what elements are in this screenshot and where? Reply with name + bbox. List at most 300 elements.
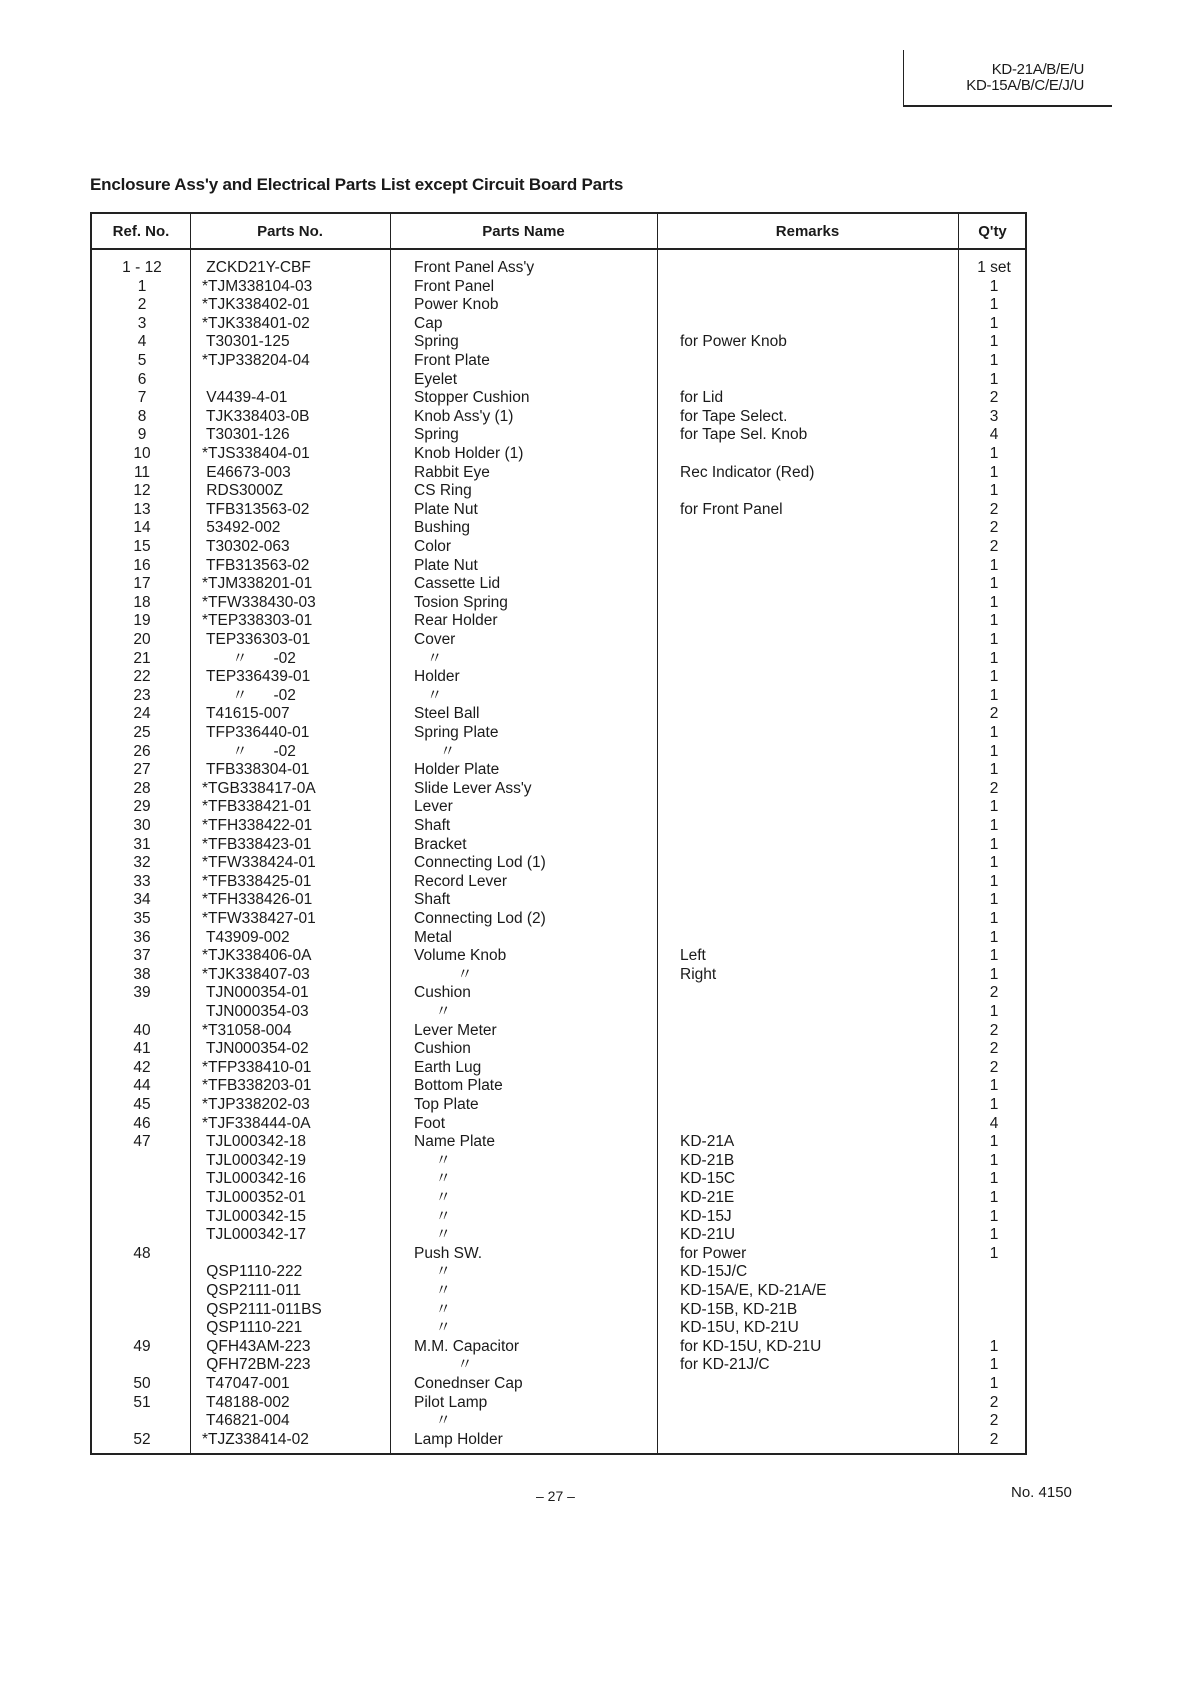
cell-parts-name: Rear Holder	[414, 612, 498, 630]
cell-parts-no: TFB313563-02	[202, 556, 310, 574]
cell-qty: 1	[989, 649, 999, 667]
cell-qty: 2	[989, 984, 999, 1002]
cell-parts-no: TJL000342-18	[202, 1133, 306, 1151]
cell-parts-name: Bracket	[414, 835, 467, 853]
cell-ref-no: 26	[133, 742, 151, 760]
table-row	[92, 1431, 1025, 1450]
cell-ref-no: 20	[133, 631, 151, 648]
cell-parts-name: 〃	[414, 742, 456, 760]
cell-qty: 1	[989, 761, 999, 779]
model-header-box	[903, 50, 1112, 107]
cell-remarks: KD-15U, KD-21U	[680, 1319, 799, 1337]
cell-parts-name: Holder	[414, 668, 460, 686]
table-row	[92, 1226, 1025, 1245]
table-row	[92, 873, 1025, 892]
cell-parts-no: T41615-007	[202, 705, 290, 723]
cell-qty: 1	[989, 352, 999, 369]
cell-ref-no: 50	[133, 1375, 151, 1392]
cell-ref-no: 21	[133, 649, 151, 667]
table-row	[92, 538, 1025, 557]
cell-parts-no: *T31058-004	[202, 1021, 292, 1039]
cell-parts-name: Shaft	[414, 817, 451, 834]
cell-remarks: KD-15C	[680, 1170, 736, 1188]
header-ref-no: Ref. No.	[112, 223, 170, 240]
cell-remarks: KD-15A/E, KD-21A/E	[680, 1282, 827, 1299]
cell-qty: 2	[989, 500, 999, 518]
cell-parts-no: TJK338403-0B	[202, 407, 310, 425]
cell-remarks: KD-15B, KD-21B	[680, 1300, 798, 1318]
cell-parts-no: 〃 -02	[202, 686, 296, 704]
table-row	[92, 761, 1025, 780]
cell-qty: 1	[989, 686, 999, 704]
cell-parts-no: *TJM338104-03	[202, 277, 313, 295]
cell-ref-no: 17	[133, 575, 151, 593]
cell-qty: 2	[989, 538, 999, 555]
cell-parts-name: Lamp Holder	[414, 1430, 503, 1448]
cell-qty: 1	[989, 965, 999, 983]
cell-qty: 4	[989, 426, 999, 444]
model-line-2: KD-15A/B/C/E/J/U	[966, 77, 1084, 94]
cell-qty: 1	[989, 631, 999, 648]
cell-parts-no: E46673-003	[202, 463, 291, 481]
table-row	[92, 594, 1025, 613]
cell-parts-no: 53492-002	[202, 519, 281, 537]
cell-ref-no: 18	[133, 593, 151, 611]
table-row	[92, 1375, 1025, 1394]
cell-remarks: KD-21A	[680, 1133, 735, 1151]
cell-parts-no: *TJK338407-03	[202, 965, 310, 983]
table-row	[92, 371, 1025, 390]
cell-parts-name: 〃	[414, 1319, 452, 1337]
cell-parts-name: Tosion Spring	[414, 593, 508, 611]
cell-ref-no: 5	[137, 352, 147, 369]
cell-parts-name: Plate Nut	[414, 556, 478, 574]
table-row	[92, 1096, 1025, 1115]
cell-parts-no: T30302-063	[202, 538, 290, 555]
table-row	[92, 743, 1025, 762]
cell-qty: 1	[989, 333, 999, 351]
cell-ref-no: 10	[133, 445, 151, 462]
cell-qty: 1	[989, 910, 999, 927]
table-row	[92, 296, 1025, 315]
table-row	[92, 1059, 1025, 1078]
cell-remarks: KD-15J/C	[680, 1263, 748, 1281]
cell-qty: 1	[989, 612, 999, 630]
cell-remarks: for Tape Sel. Knob	[680, 426, 808, 444]
cell-ref-no: 45	[133, 1096, 151, 1113]
table-row	[92, 1412, 1025, 1431]
cell-remarks: Rec Indicator (Red)	[680, 463, 815, 481]
table-row	[92, 408, 1025, 427]
table-row	[92, 1022, 1025, 1041]
cell-qty: 1	[989, 1226, 999, 1244]
cell-ref-no: 48	[133, 1244, 151, 1262]
cell-ref-no: 39	[133, 984, 151, 1002]
cell-ref-no: 14	[133, 519, 151, 537]
table-row	[92, 854, 1025, 873]
cell-qty: 1	[989, 370, 999, 388]
cell-parts-name: Rabbit Eye	[414, 463, 490, 481]
cell-parts-name: Spring Plate	[414, 724, 499, 741]
cell-parts-no: TJN000354-02	[202, 1040, 309, 1058]
cell-qty: 2	[989, 1393, 999, 1411]
cell-qty: 2	[989, 705, 999, 723]
cell-ref-no: 30	[133, 817, 151, 834]
cell-qty: 1	[989, 1077, 999, 1095]
cell-parts-no: *TJK338402-01	[202, 296, 310, 314]
cell-parts-no: QSP2111-011	[202, 1282, 302, 1299]
table-row	[92, 445, 1025, 464]
table-row	[92, 259, 1025, 278]
cell-qty: 1	[989, 556, 999, 574]
cell-remarks: for Power Knob	[680, 333, 787, 351]
cell-ref-no: 52	[133, 1430, 151, 1448]
cell-parts-no: *TFW338424-01	[202, 854, 316, 872]
cell-remarks: Left	[680, 947, 706, 965]
cell-parts-name: Spring	[414, 333, 459, 351]
cell-qty: 1	[989, 1189, 999, 1206]
table-row	[92, 1245, 1025, 1264]
table-row	[92, 501, 1025, 520]
cell-parts-no: 〃 -02	[202, 742, 296, 760]
cell-parts-name: Holder Plate	[414, 761, 500, 779]
cell-ref-no: 8	[137, 407, 147, 425]
cell-qty: 1	[989, 928, 999, 946]
cell-qty: 1	[989, 1356, 999, 1374]
table-row	[92, 1394, 1025, 1413]
cell-qty: 1	[989, 872, 999, 890]
cell-parts-name: Volume Knob	[414, 947, 507, 965]
cell-parts-name: M.M. Capacitor	[414, 1337, 520, 1355]
cell-parts-no: *TJS338404-01	[202, 445, 310, 462]
table-row	[92, 519, 1025, 538]
cell-ref-no: 35	[133, 910, 151, 927]
cell-parts-name: Cassette Lid	[414, 575, 501, 593]
table-row	[92, 1301, 1025, 1320]
cell-qty: 1	[989, 668, 999, 686]
cell-qty: 2	[989, 1412, 999, 1430]
cell-parts-no: *TGB338417-0A	[202, 779, 316, 797]
cell-parts-name: 〃	[414, 649, 443, 667]
cell-qty: 1	[989, 947, 999, 965]
cell-qty: 1	[989, 296, 999, 314]
cell-parts-name: 〃	[414, 1189, 452, 1206]
cell-qty: 1	[989, 1151, 999, 1169]
cell-parts-no: QSP1110-222	[202, 1263, 303, 1281]
table-row	[92, 1003, 1025, 1022]
cell-qty: 2	[989, 1021, 999, 1039]
cell-ref-no: 19	[133, 612, 151, 630]
table-row	[92, 1077, 1025, 1096]
cell-ref-no: 6	[137, 370, 147, 388]
cell-parts-no: ZCKD21Y-CBF	[202, 259, 311, 276]
cell-ref-no: 12	[133, 482, 151, 500]
cell-qty: 3	[989, 407, 999, 425]
table-row	[92, 1208, 1025, 1227]
cell-qty: 1 set	[977, 259, 1011, 276]
cell-parts-name: Cap	[414, 314, 443, 332]
cell-parts-no: T46821-004	[202, 1412, 290, 1430]
cell-ref-no: 33	[133, 872, 151, 890]
cell-qty: 1	[989, 891, 999, 909]
cell-qty: 1	[989, 1133, 999, 1151]
cell-qty: 1	[989, 1003, 999, 1020]
cell-ref-no: 49	[133, 1337, 151, 1355]
cell-parts-name: Name Plate	[414, 1133, 495, 1151]
cell-remarks: for KD-21J/C	[680, 1356, 770, 1374]
cell-parts-name: 〃	[414, 686, 443, 704]
cell-remarks: for KD-15U, KD-21U	[680, 1337, 822, 1355]
cell-ref-no: 46	[133, 1114, 151, 1132]
cell-parts-no: *TJM338201-01	[202, 575, 313, 593]
table-row	[92, 1282, 1025, 1301]
cell-parts-no: TJL000342-19	[202, 1151, 306, 1169]
cell-parts-name: Knob Ass'y (1)	[414, 407, 514, 425]
cell-parts-name: Steel Ball	[414, 705, 480, 723]
table-row	[92, 389, 1025, 408]
cell-ref-no: 32	[133, 854, 151, 872]
cell-qty: 2	[989, 1058, 999, 1076]
cell-parts-name: 〃	[414, 1151, 452, 1169]
header-parts-no: Parts No.	[257, 223, 323, 240]
table-row	[92, 278, 1025, 297]
cell-parts-name: Top Plate	[414, 1096, 479, 1113]
table-row	[92, 1189, 1025, 1208]
cell-parts-name: Slide Lever Ass'y	[414, 779, 532, 797]
cell-qty: 1	[989, 1170, 999, 1188]
cell-parts-name: 〃	[414, 1300, 452, 1318]
table-row	[92, 1152, 1025, 1171]
cell-parts-name: 〃	[414, 1412, 452, 1430]
cell-remarks: KD-15J	[680, 1207, 732, 1225]
table-row	[92, 817, 1025, 836]
cell-qty: 1	[989, 1375, 999, 1392]
cell-parts-no: *TFB338425-01	[202, 872, 312, 890]
cell-parts-name: Eyelet	[414, 370, 458, 388]
cell-ref-no: 34	[133, 891, 151, 909]
cell-ref-no: 16	[133, 556, 151, 574]
table-row	[92, 798, 1025, 817]
cell-parts-name: Lever Meter	[414, 1021, 497, 1039]
table-row	[92, 352, 1025, 371]
cell-parts-no: *TJZ338414-02	[202, 1430, 309, 1448]
cell-remarks: KD-21E	[680, 1189, 735, 1206]
table-row	[92, 464, 1025, 483]
cell-ref-no: 28	[133, 779, 151, 797]
cell-parts-no: *TFW338430-03	[202, 593, 316, 611]
table-row	[92, 315, 1025, 334]
cell-remarks: for Tape Select.	[680, 407, 788, 425]
table-row	[92, 705, 1025, 724]
table-row	[92, 687, 1025, 706]
table-row	[92, 668, 1025, 687]
cell-qty: 1	[989, 742, 999, 760]
cell-parts-no: *TFP338410-01	[202, 1058, 312, 1076]
cell-ref-no: 3	[137, 314, 147, 332]
table-row	[92, 1133, 1025, 1152]
header-divider	[92, 248, 1025, 250]
cell-parts-name: 〃	[414, 1263, 452, 1281]
cell-ref-no: 9	[137, 426, 147, 444]
cell-parts-no: TJL000352-01	[202, 1189, 306, 1206]
cell-qty: 2	[989, 1430, 999, 1448]
table-row	[92, 612, 1025, 631]
table-row	[92, 929, 1025, 948]
cell-parts-name: 〃	[414, 1170, 452, 1188]
cell-ref-no: 38	[133, 965, 151, 983]
cell-ref-no: 4	[137, 333, 147, 351]
cell-parts-name: Cover	[414, 631, 456, 648]
cell-parts-no: TJL000342-16	[202, 1170, 306, 1188]
cell-parts-name: CS Ring	[414, 482, 472, 500]
cell-parts-name: 〃	[414, 965, 473, 983]
cell-parts-no: *TFB338203-01	[202, 1077, 312, 1095]
cell-parts-no: V4439-4-01	[202, 389, 288, 407]
cell-parts-no: T47047-001	[202, 1375, 290, 1392]
cell-ref-no: 31	[133, 835, 151, 853]
table-row	[92, 650, 1025, 669]
cell-ref-no: 29	[133, 798, 151, 816]
cell-qty: 1	[989, 817, 999, 834]
cell-qty: 1	[989, 1096, 999, 1113]
cell-parts-no: *TJK338401-02	[202, 314, 310, 332]
cell-parts-name: Connecting Lod (1)	[414, 854, 546, 872]
cell-ref-no: 23	[133, 686, 151, 704]
header-qty: Q'ty	[978, 223, 1007, 240]
cell-remarks: for Power	[680, 1244, 747, 1262]
table-row	[92, 557, 1025, 576]
table-row	[92, 891, 1025, 910]
cell-qty: 2	[989, 389, 999, 407]
cell-parts-name: Pilot Lamp	[414, 1393, 488, 1411]
cell-parts-no: TEP336303-01	[202, 631, 311, 648]
cell-parts-no: *TFH338422-01	[202, 817, 313, 834]
cell-ref-no: 27	[133, 761, 151, 779]
cell-qty: 1	[989, 445, 999, 462]
cell-parts-name: Record Lever	[414, 872, 508, 890]
cell-parts-name: Power Knob	[414, 296, 499, 314]
table-row	[92, 780, 1025, 799]
cell-parts-no: T30301-126	[202, 426, 290, 444]
cell-ref-no: 41	[133, 1040, 151, 1058]
cell-parts-no: *TFH338426-01	[202, 891, 313, 909]
cell-parts-no: TEP336439-01	[202, 668, 311, 686]
cell-parts-no: *TJF338444-0A	[202, 1114, 311, 1132]
cell-parts-name: 〃	[414, 1207, 452, 1225]
cell-parts-no: TJL000342-15	[202, 1207, 306, 1225]
model-line-1: KD-21A/B/E/U	[991, 61, 1084, 78]
table-row	[92, 1115, 1025, 1134]
cell-parts-no: T43909-002	[202, 928, 290, 946]
cell-parts-no: *TFB338423-01	[202, 835, 312, 853]
cell-qty: 1	[989, 482, 999, 500]
cell-qty: 1	[989, 314, 999, 332]
cell-parts-no: TFP336440-01	[202, 724, 310, 741]
table-row	[92, 482, 1025, 501]
cell-ref-no: 47	[133, 1133, 151, 1151]
table-row	[92, 1356, 1025, 1375]
cell-parts-name: Shaft	[414, 891, 451, 909]
cell-parts-name: Plate Nut	[414, 500, 478, 518]
cell-parts-no: TJN000354-01	[202, 984, 309, 1002]
cell-parts-name: Bottom Plate	[414, 1077, 503, 1095]
table-row	[92, 966, 1025, 985]
cell-qty: 2	[989, 779, 999, 797]
cell-ref-no: 1 - 12	[122, 259, 162, 276]
cell-remarks: Right	[680, 965, 717, 983]
cell-parts-name: 〃	[414, 1356, 473, 1374]
cell-parts-no: T48188-002	[202, 1393, 290, 1411]
cell-parts-name: Color	[414, 538, 452, 555]
cell-ref-no: 44	[133, 1077, 151, 1095]
cell-parts-name: Lever	[414, 798, 453, 816]
cell-parts-no: *TFB338421-01	[202, 798, 312, 816]
table-row	[92, 1263, 1025, 1282]
table-row	[92, 724, 1025, 743]
cell-qty: 1	[989, 798, 999, 816]
cell-parts-no: QFH72BM-223	[202, 1356, 311, 1374]
cell-qty: 1	[989, 277, 999, 295]
document-number: No. 4150	[1011, 1484, 1072, 1501]
cell-parts-no: TFB338304-01	[202, 761, 310, 779]
cell-ref-no: 25	[133, 724, 151, 741]
table-row	[92, 1338, 1025, 1357]
page-title: Enclosure Ass'y and Electrical Parts List except Circuit Board Parts	[90, 175, 624, 194]
cell-qty: 1	[989, 1337, 999, 1355]
cell-parts-no: TJN000354-03	[202, 1003, 309, 1020]
cell-ref-no: 51	[133, 1393, 151, 1411]
cell-parts-name: Push SW.	[414, 1244, 483, 1262]
cell-parts-name: Stopper Cushion	[414, 389, 530, 407]
cell-ref-no: 42	[133, 1058, 151, 1076]
table-row	[92, 836, 1025, 855]
cell-parts-no: *TFW338427-01	[202, 910, 316, 927]
parts-table	[90, 212, 1027, 1455]
table-row	[92, 1319, 1025, 1338]
table-row	[92, 333, 1025, 352]
cell-parts-no: TFB313563-02	[202, 500, 310, 518]
cell-ref-no: 37	[133, 947, 151, 965]
table-row	[92, 1170, 1025, 1189]
cell-parts-name: 〃	[414, 1226, 452, 1244]
header-remarks: Remarks	[775, 223, 840, 240]
cell-parts-name: Metal	[414, 928, 452, 946]
cell-ref-no: 1	[137, 277, 147, 295]
cell-remarks: for Lid	[680, 389, 724, 407]
cell-qty: 1	[989, 724, 999, 741]
cell-ref-no: 15	[133, 538, 151, 555]
cell-qty: 2	[989, 1040, 999, 1058]
table-row	[92, 910, 1025, 929]
cell-parts-name: Front Panel	[414, 277, 495, 295]
cell-parts-no: 〃 -02	[202, 649, 296, 667]
cell-remarks: for Front Panel	[680, 500, 783, 518]
cell-ref-no: 22	[133, 668, 151, 686]
cell-parts-no: QFH43AM-223	[202, 1337, 311, 1355]
cell-qty: 1	[989, 835, 999, 853]
cell-ref-no: 11	[133, 463, 151, 481]
cell-parts-name: Front Panel Ass'y	[414, 259, 535, 276]
table-row	[92, 947, 1025, 966]
cell-parts-name: Knob Holder (1)	[414, 445, 524, 462]
cell-ref-no: 40	[133, 1021, 151, 1039]
cell-parts-no: TJL000342-17	[202, 1226, 306, 1244]
cell-parts-name: Cushion	[414, 984, 471, 1002]
table-row	[92, 984, 1025, 1003]
table-row	[92, 575, 1025, 594]
cell-ref-no: 36	[133, 928, 151, 946]
cell-qty: 1	[989, 463, 999, 481]
